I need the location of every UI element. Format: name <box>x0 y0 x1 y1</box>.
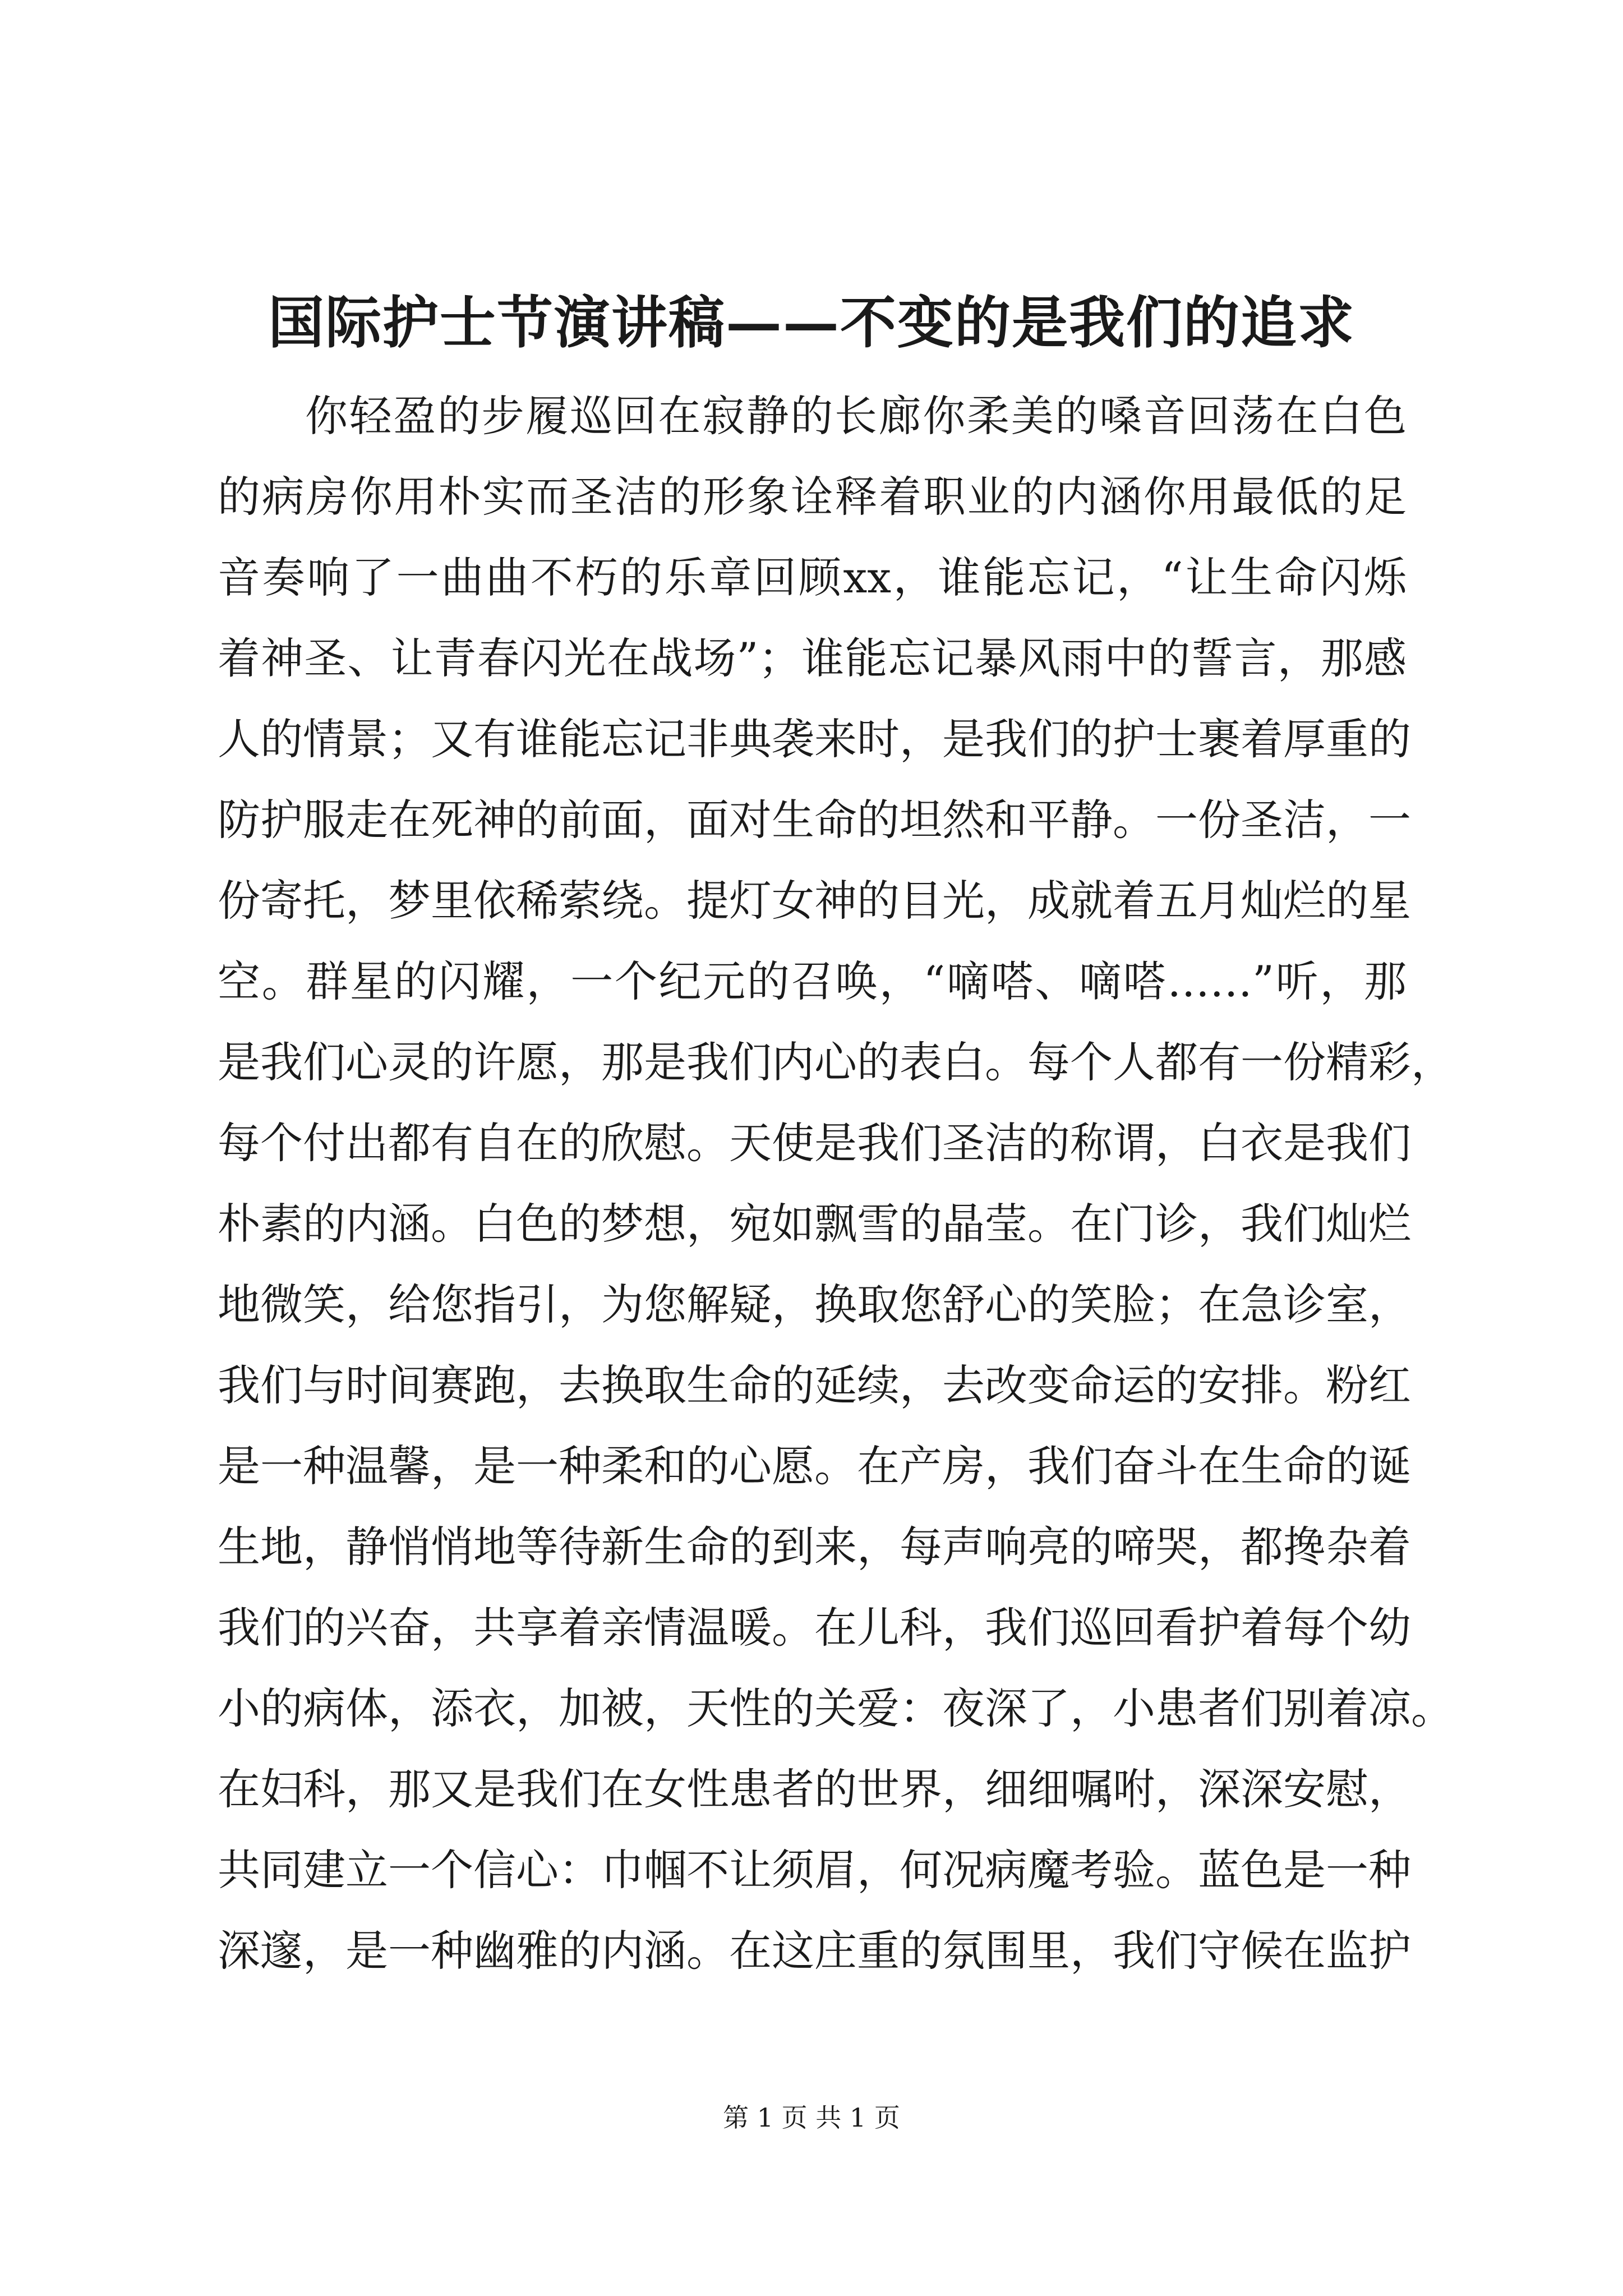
paragraph-line: 我们与时间赛跑，去换取生命的延续，去改变命运的安排。粉红 <box>218 1360 1411 1410</box>
paragraph-line: 防护服走在死神的前面，面对生命的坦然和平静。一份圣洁，一 <box>218 795 1411 845</box>
paragraph-line: 的病房你用朴实而圣洁的形象诠释着职业的内涵你用最低的足 <box>218 472 1407 522</box>
paragraph-line: 份寄托，梦里依稀萦绕。提灯女神的目光，成就着五月灿烂的星 <box>218 876 1411 926</box>
paragraph-line: 我们的兴奋，共享着亲情温暖。在儿科，我们巡回看护着每个幼 <box>218 1603 1411 1653</box>
paragraph-line: 生地，静悄悄地等待新生命的到来，每声响亮的啼哭，都搀杂着 <box>218 1522 1411 1572</box>
paragraph-line: 着神圣、让青春闪光在战场”；谁能忘记暴风雨中的誓言，那感 <box>218 633 1407 683</box>
paragraph-line: 是一种温馨，是一种柔和的心愿。在产房，我们奋斗在生命的诞 <box>218 1441 1411 1491</box>
paragraph-line: 在妇科，那又是我们在女性患者的世界，细细嘱咐，深深安慰， <box>218 1764 1411 1814</box>
document-title: 国际护士节演讲稿——不变的是我们的追求 <box>268 289 1355 356</box>
paragraph-line: 你轻盈的步履巡回在寂静的长廊你柔美的嗓音回荡在白色 <box>305 391 1407 441</box>
body-text <box>218 376 1454 1991</box>
paragraph-line: 小的病体，添衣，加被，天性的关爱：夜深了，小患者们别着凉。 <box>218 1683 1454 1733</box>
paragraph-line: 朴素的内涵。白色的梦想，宛如飘雪的晶莹。在门诊，我们灿烂 <box>218 1199 1411 1249</box>
paragraph-line: 音奏响了一曲曲不朽的乐章回顾xx，谁能忘记，“让生命闪烁 <box>218 553 1407 602</box>
paragraph-line: 每个付出都有自在的欣慰。天使是我们圣洁的称谓，白衣是我们 <box>218 1118 1411 1168</box>
paragraph-line: 空。群星的闪耀，一个纪元的召唤，“嘀嗒、嘀嗒……”听，那 <box>218 956 1407 1006</box>
paragraph-line: 人的情景；又有谁能忘记非典袭来时，是我们的护士裹着厚重的 <box>218 714 1411 764</box>
paragraph-line: 是我们心灵的许愿，那是我们内心的表白。每个人都有一份精彩， <box>218 1037 1454 1087</box>
paragraph-line: 共同建立一个信心：巾帼不让须眉，何况病魔考验。蓝色是一种 <box>218 1845 1411 1895</box>
paragraph-line: 深邃，是一种幽雅的内涵。在这庄重的氛围里，我们守候在监护 <box>218 1926 1411 1976</box>
page-number-footer: 第 1 页 共 1 页 <box>723 2102 900 2133</box>
paragraph-line: 地微笑，给您指引，为您解疑，换取您舒心的笑脸；在急诊室， <box>218 1280 1411 1329</box>
